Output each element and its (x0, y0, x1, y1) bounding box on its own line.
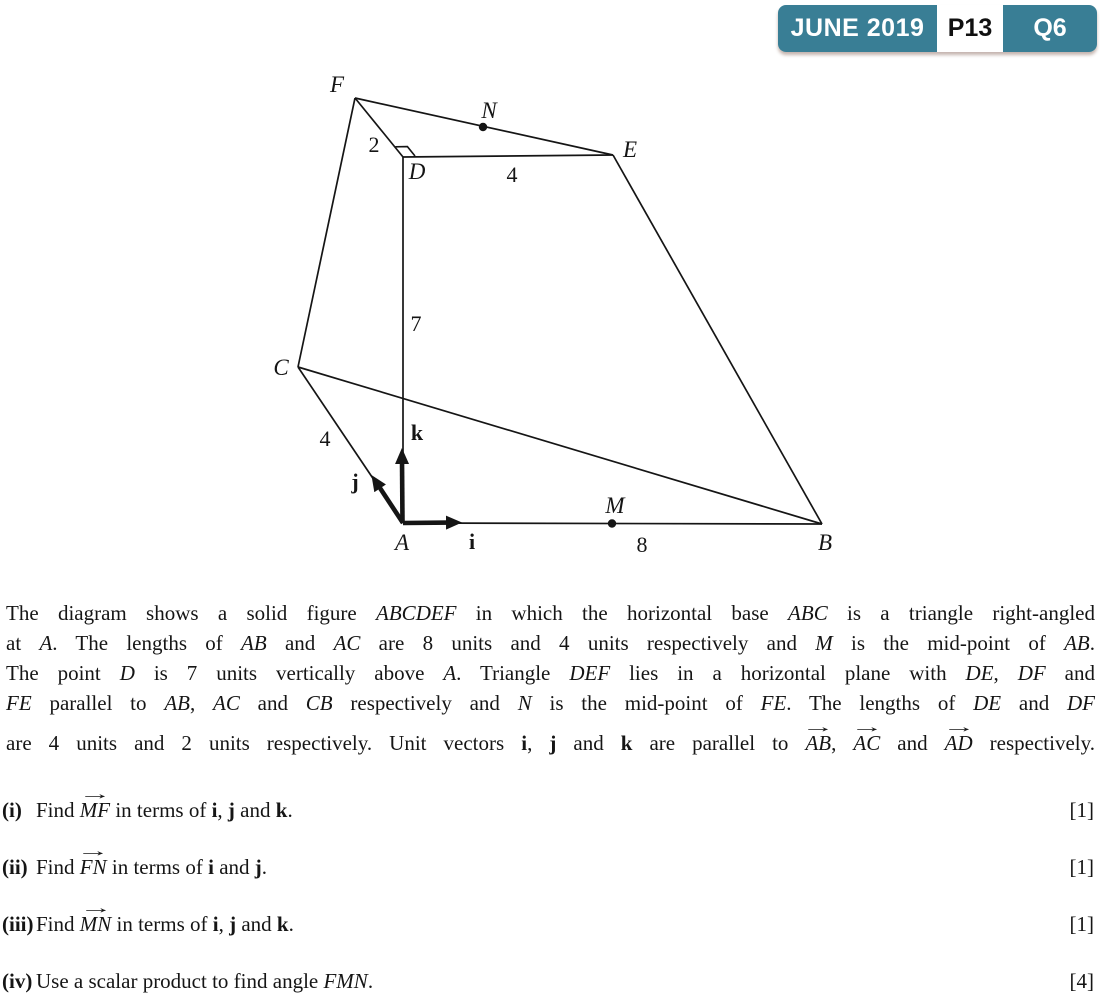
vertex-label-M: M (605, 493, 625, 518)
text-segment: The diagram shows a solid figure (6, 601, 377, 625)
text-segment: k (275, 798, 288, 822)
text-segment: in which the horizontal base (456, 601, 789, 625)
edge-FC (298, 98, 355, 367)
text-segment: DF (1067, 691, 1095, 715)
vector-arrow-icon: → (78, 900, 113, 918)
text-segment: Find (36, 798, 80, 822)
text-segment: parallel to (31, 691, 165, 715)
vector-name: MN (79, 912, 112, 936)
text-segment: at (6, 631, 40, 655)
text-segment: is the mid-point of (832, 631, 1065, 655)
edge-EB (613, 155, 822, 524)
text-segment: Find (36, 855, 80, 879)
vector-arrow-icon: → (850, 719, 884, 737)
text-segment: k (276, 912, 289, 936)
text-segment: j (227, 798, 235, 822)
text-segment: are 8 units and 4 units respectively and (360, 631, 816, 655)
text-segment (942, 719, 976, 755)
text-segment: AB (241, 631, 267, 655)
text-segment: DEF (569, 661, 611, 685)
badge-paper-label: P13 (947, 14, 993, 42)
text-segment: . (287, 798, 293, 822)
text-segment (76, 843, 110, 879)
text-segment: and (213, 855, 255, 879)
text-segment: and (236, 912, 277, 936)
midpoint-dot-N (479, 123, 487, 131)
badge-question-label: Q6 (1033, 14, 1067, 42)
text-segment: . The lengths of (52, 631, 242, 655)
vector-arrow-icon: → (801, 719, 835, 737)
text-segment: j (549, 731, 557, 755)
text-segment: respectively. (972, 731, 1096, 755)
text-segment: . (1089, 631, 1095, 655)
text-segment: in terms of (111, 912, 213, 936)
vector-name: MF (79, 798, 111, 822)
question-label: (ii) (2, 855, 28, 879)
text-segment (801, 719, 835, 755)
text-segment: j (254, 855, 262, 879)
text-segment: AB (1064, 631, 1090, 655)
text-segment: , (831, 731, 854, 755)
text-segment: are 4 units and 2 units respectively. Unit vectors (6, 731, 522, 755)
text-segment: i (208, 855, 214, 879)
vertex-label-E: E (622, 137, 638, 162)
question-iii (2, 900, 1094, 939)
text-segment: i (211, 798, 218, 822)
statement-line-3 (6, 658, 1095, 688)
text-segment: , (527, 731, 550, 755)
length-label-AB: 8 (636, 532, 648, 557)
length-label-DA: 7 (410, 311, 422, 336)
vertex-label-D: D (408, 159, 426, 184)
text-segment: lies in a horizontal plane with (610, 661, 966, 685)
question-ii (2, 843, 1094, 882)
text-segment: i (212, 912, 219, 936)
text-segment: , (993, 661, 1018, 685)
text-segment: and (239, 691, 306, 715)
text-segment: A (39, 631, 53, 655)
text-segment: i (521, 731, 528, 755)
question-text (36, 900, 294, 939)
text-segment: in terms of (110, 798, 212, 822)
question-mark: [1] (1069, 855, 1094, 879)
vector-name: FN (79, 855, 107, 879)
midpoint-dot-M (608, 519, 616, 527)
text-segment: and (266, 631, 334, 655)
text-segment: . (288, 912, 294, 936)
question-label: (i) (2, 798, 22, 822)
text-segment: . (367, 969, 374, 993)
vertex-label-B: B (817, 530, 833, 555)
text-segment: M (815, 631, 833, 655)
text-segment: . (261, 855, 268, 879)
edge-DE (403, 155, 613, 157)
length-label-FD: 2 (368, 132, 380, 157)
unit-vector-k-arrow (402, 460, 403, 523)
text-segment (78, 786, 112, 822)
vertex-label-F: F (329, 72, 345, 97)
question-text (36, 843, 268, 882)
text-segment: FMN (323, 969, 368, 993)
text-segment: . The lengths of (786, 691, 974, 715)
question-iv (2, 966, 1094, 996)
text-segment: and (880, 731, 945, 755)
question-i (2, 786, 1094, 825)
vertex-label-A: A (394, 530, 410, 555)
text-segment: AC (213, 691, 240, 715)
text-segment: A (443, 661, 457, 685)
text-segment (850, 719, 884, 755)
unit-vector-label-k: k (410, 420, 424, 445)
statement-line-2 (6, 628, 1095, 658)
text-segment: FE (760, 691, 787, 715)
text-segment: Find (36, 912, 80, 936)
question-label: (iii) (2, 912, 34, 936)
text-segment: AB (164, 691, 190, 715)
unit-vector-label-i: i (468, 529, 476, 554)
vector-name: AD (944, 731, 973, 755)
text-segment: ABC (788, 601, 828, 625)
text-segment: , (217, 798, 228, 822)
vertex-label-C: C (273, 355, 289, 380)
vector-arrow-icon: → (76, 843, 110, 861)
text-segment: . Triangle (456, 661, 570, 685)
vector-arrow-icon: → (942, 719, 976, 737)
text-segment: and (556, 731, 621, 755)
text-segment: AC (333, 631, 361, 655)
text-segment: D (119, 661, 135, 685)
text-segment: k (620, 731, 633, 755)
vector-name: AC (853, 731, 881, 755)
statement-line-5 (6, 719, 1096, 758)
question-mark: [1] (1069, 912, 1094, 936)
text-segment: DE (965, 661, 994, 685)
text-segment: are parallel to (632, 731, 806, 755)
vertex-label-N: N (481, 98, 497, 123)
text-segment: The point (6, 661, 120, 685)
question-label: (iv) (2, 969, 33, 993)
text-segment: respectively and (332, 691, 518, 715)
question-mark: [1] (1069, 798, 1094, 822)
length-label-DE: 4 (506, 162, 518, 187)
question-mark: [4] (1069, 969, 1094, 993)
text-segment: N (517, 691, 532, 715)
statement-line-1 (6, 598, 1095, 628)
text-segment: is 7 units vertically above (134, 661, 444, 685)
text-segment: DF (1017, 661, 1046, 685)
text-segment: j (229, 912, 237, 936)
text-segment: DE (973, 691, 1002, 715)
edge-CB (298, 367, 822, 524)
text-segment: and (1001, 691, 1067, 715)
text-segment: in terms of (106, 855, 209, 879)
vector-name: AB (805, 731, 832, 755)
text-segment: , (218, 912, 230, 936)
text-segment: CB (305, 691, 333, 715)
statement-line-4 (6, 688, 1095, 718)
question-text (36, 966, 373, 996)
text-segment: , (189, 691, 214, 715)
length-label-CA: 4 (319, 426, 331, 451)
problem-statement (6, 598, 1095, 758)
text-segment: is the mid-point of (531, 691, 761, 715)
text-segment: Use a scalar product to find angle (36, 969, 324, 993)
unit-vector-j-arrow (378, 485, 403, 523)
text-segment: ABCDEF (376, 601, 457, 625)
text-segment: and (234, 798, 276, 822)
badge-session-label: JUNE 2019 (790, 14, 925, 42)
text-segment: is a triangle right-angled (827, 601, 1095, 625)
text-segment (78, 900, 113, 936)
unit-vector-label-j: j (351, 469, 359, 494)
vector-arrow-icon: → (78, 786, 112, 804)
question-text (36, 786, 293, 825)
text-segment: and (1045, 661, 1095, 685)
text-segment: FE (6, 691, 32, 715)
